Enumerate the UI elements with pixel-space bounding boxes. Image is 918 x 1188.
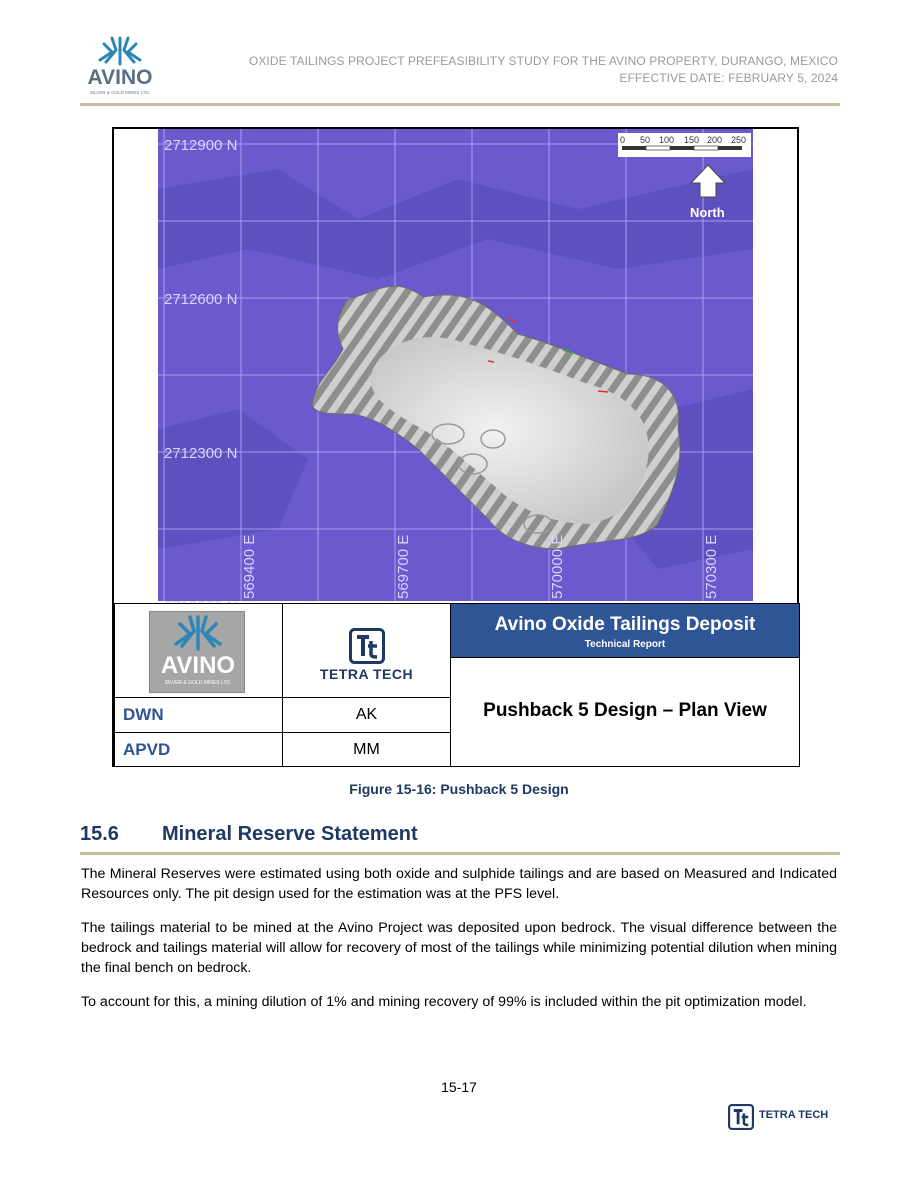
- scale-tick-label: 100: [659, 135, 675, 145]
- logo-subtitle: SILVER & GOLD MINES LTD.: [89, 90, 151, 95]
- avino-logo: [84, 36, 156, 98]
- approved-by-label-cell: [114, 732, 283, 767]
- approved-by-value-cell: [282, 732, 451, 767]
- logo-wordmark: AVINO: [160, 652, 236, 679]
- drawn-by-value-cell: [282, 697, 451, 733]
- north-label: North: [690, 205, 725, 220]
- section-number: 15.6: [80, 823, 119, 845]
- tetra-tech-logo: [283, 628, 450, 669]
- title-block-logo-cell: [114, 603, 283, 698]
- scale-bar: [618, 133, 751, 157]
- figure-frame: [112, 127, 799, 767]
- report-type: Technical Report: [584, 639, 666, 650]
- drawing-title-block: [114, 603, 796, 764]
- scale-tick-label: 200: [707, 135, 723, 145]
- body-paragraph: To account for this, a mining dilution of 1% and mining recovery of 99% is included within the pit optimization model.: [81, 994, 807, 1010]
- easting-label: 570000 E: [549, 534, 566, 599]
- avino-emblem-icon: [150, 614, 246, 654]
- pit-plan-map: [158, 129, 753, 601]
- drawn-by-label: DWN: [123, 705, 164, 724]
- figure-caption: Figure 15-16: Pushback 5 Design: [349, 781, 569, 797]
- logo-wordmark: AVINO: [87, 66, 153, 89]
- northing-label: 2712600 N: [164, 291, 238, 308]
- drawn-by-value: AK: [355, 706, 378, 723]
- northing-label: 2712300 N: [164, 445, 238, 462]
- approved-by-value: MM: [353, 741, 380, 758]
- tetra-tech-icon: [349, 628, 385, 664]
- scale-tick-label: 0: [620, 135, 626, 145]
- scale-tick-label: 150: [684, 135, 700, 145]
- page-number: 15-17: [441, 1079, 477, 1095]
- header-divider: [80, 103, 840, 106]
- body-paragraph: The Mineral Reserves were estimated using both oxide and sulphide tailings and are based on Measured and Indicated Resources only. The pit design used for the estimation was at the PFS level.: [81, 866, 837, 902]
- easting-label: 569400 E: [241, 534, 258, 599]
- tetra-tech-wordmark: TETRA TECH: [319, 666, 414, 682]
- avino-logo: [149, 611, 245, 693]
- header-study-title: OXIDE TAILINGS PROJECT PREFEASIBILITY STUDY FOR THE AVINO PROPERTY, DURANGO, MEXICO: [248, 54, 838, 68]
- logo-subtitle: SILVER & GOLD MINES LTD.: [164, 680, 232, 686]
- avino-emblem-icon: [84, 36, 156, 68]
- approved-by-label: APVD: [123, 740, 171, 759]
- body-paragraph: The tailings material to be mined at the Avino Project was deposited upon bedrock. The visual difference between the bedrock and tailings material will allow for recovery of most of the tailings while minimizing potential dilution when mining the final bench on bedrock.: [81, 920, 837, 976]
- easting-label: 570300 E: [703, 534, 720, 599]
- scale-tick-label: 250: [731, 135, 747, 145]
- title-block-tetra-tech-cell: [282, 603, 451, 698]
- drawing-title-cell: [450, 657, 800, 767]
- section-divider: [80, 852, 840, 855]
- project-title: Avino Oxide Tailings Deposit: [494, 614, 756, 635]
- tetra-tech-icon: [728, 1104, 754, 1130]
- footer-company-name: TETRA TECH: [759, 1109, 829, 1121]
- easting-label: 569700 E: [395, 534, 412, 599]
- header-effective-date: EFFECTIVE DATE: FEBRUARY 5, 2024: [619, 71, 838, 85]
- footer-tetra-tech-logo: [728, 1104, 838, 1130]
- northing-label: 2712900 N: [164, 137, 238, 154]
- document-header: [249, 53, 838, 87]
- drawing-title: Pushback 5 Design – Plan View: [483, 700, 767, 721]
- scale-tick-label: 50: [640, 135, 651, 145]
- project-title-cell: [450, 603, 800, 658]
- drawn-by-label-cell: [114, 697, 283, 733]
- section-title: Mineral Reserve Statement: [162, 823, 418, 845]
